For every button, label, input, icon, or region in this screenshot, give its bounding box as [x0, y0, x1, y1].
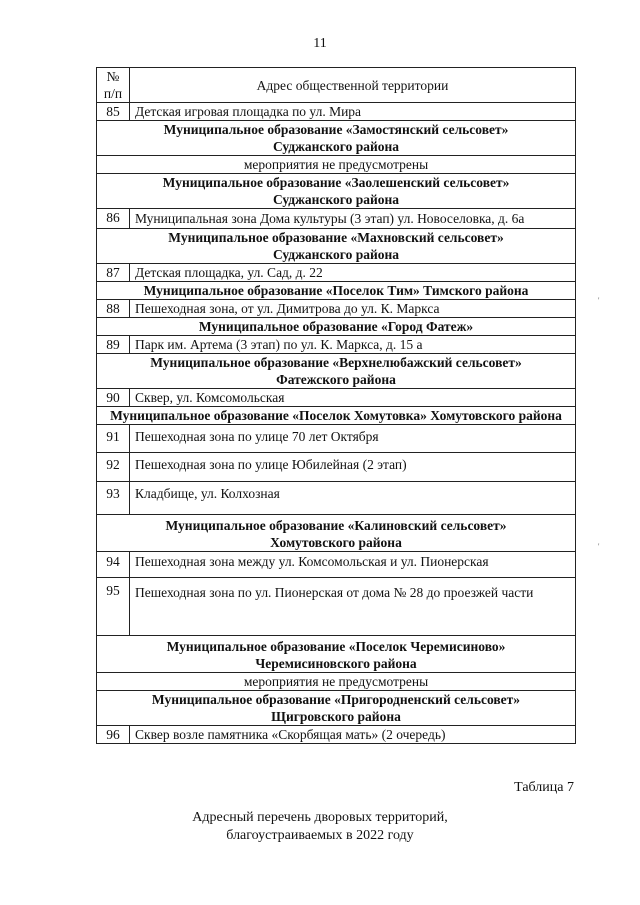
header-address: Адрес общественной территории	[130, 68, 576, 103]
table-label: Таблица 7	[514, 780, 574, 795]
row-number: 89	[97, 336, 130, 354]
page-number: 11	[313, 36, 327, 51]
section-row	[97, 121, 576, 156]
row-number: 88	[97, 300, 130, 318]
table-row	[97, 103, 576, 121]
municipality-heading: Муниципальное образование «Махновский сельсовет» Суджанского района	[97, 229, 576, 264]
row-address: Детская игровая площадка по ул. Мира	[130, 103, 576, 121]
row-address: Пешеходная зона, от ул. Димитрова до ул. К. Маркса	[130, 300, 576, 318]
row-number: 91	[97, 425, 130, 453]
document-title	[0, 809, 640, 845]
section-row	[97, 407, 576, 425]
note-text: мероприятия не предусмотрены	[97, 673, 576, 691]
section-row	[97, 636, 576, 673]
row-number: 86	[97, 209, 130, 229]
row-number: 93	[97, 482, 130, 515]
document-title-text: Адресный перечень дворовых территорий, благоустраиваемых в 2022 году	[192, 810, 448, 843]
row-address: Пешеходная зона между ул. Комсомольская и ул. Пионерская	[130, 552, 576, 578]
note-row	[97, 156, 576, 174]
row-number: 94	[97, 552, 130, 578]
row-address: Пешеходная зона по ул. Пионерская от дома № 28 до проезжей части	[130, 578, 576, 636]
municipality-heading: Муниципальное образование «Поселок Черемисиново» Черемисиновского района	[97, 636, 576, 673]
row-number: 95	[97, 578, 130, 636]
header-num: № п/п	[97, 68, 130, 103]
public-territories-table	[96, 67, 576, 744]
note-text: мероприятия не предусмотрены	[97, 156, 576, 174]
row-number: 85	[97, 103, 130, 121]
municipality-heading: Муниципальное образование «Поселок Тим» Тимского района	[97, 282, 576, 300]
row-number: 87	[97, 264, 130, 282]
section-row	[97, 354, 576, 389]
municipality-heading: Муниципальное образование «Поселок Хомутовка» Хомутовского района	[97, 407, 576, 425]
row-address: Сквер, ул. Комсомольская	[130, 389, 576, 407]
section-row	[97, 515, 576, 552]
table-row	[97, 300, 576, 318]
section-row	[97, 282, 576, 300]
section-row	[97, 174, 576, 209]
table-row	[97, 726, 576, 744]
municipality-heading: Муниципальное образование «Пригородненский сельсовет» Щигровского района	[97, 691, 576, 726]
municipality-heading: Муниципальное образование «Верхнелюбажский сельсовет» Фатежского района	[97, 354, 576, 389]
table-row	[97, 389, 576, 407]
scan-mark: '	[598, 542, 600, 551]
row-address: Сквер возле памятника «Скорбящая мать» (2 очередь)	[130, 726, 576, 744]
row-number: 90	[97, 389, 130, 407]
row-address: Парк им. Артема (3 этап) по ул. К. Маркса, д. 15 а	[130, 336, 576, 354]
row-number: 96	[97, 726, 130, 744]
row-address: Муниципальная зона Дома культуры (3 этап) ул. Новоселовка, д. 6а	[130, 209, 576, 229]
section-row	[97, 318, 576, 336]
row-number: 92	[97, 453, 130, 482]
table-row	[97, 209, 576, 229]
table-row	[97, 578, 576, 636]
row-address: Пешеходная зона по улице 70 лет Октября	[130, 425, 576, 453]
row-address: Пешеходная зона по улице Юбилейная (2 этап)	[130, 453, 576, 482]
note-row	[97, 673, 576, 691]
scan-mark: '	[598, 296, 600, 305]
municipality-heading: Муниципальное образование «Город Фатеж»	[97, 318, 576, 336]
section-row	[97, 691, 576, 726]
section-row	[97, 229, 576, 264]
row-address: Детская площадка, ул. Сад, д. 22	[130, 264, 576, 282]
municipality-heading: Муниципальное образование «Заолешенский сельсовет» Суджанского района	[97, 174, 576, 209]
table-row	[97, 552, 576, 578]
table-row	[97, 264, 576, 282]
table-row	[97, 482, 576, 515]
municipality-heading: Муниципальное образование «Калиновский сельсовет» Хомутовского района	[97, 515, 576, 552]
table-row	[97, 453, 576, 482]
table-row	[97, 425, 576, 453]
table-row	[97, 336, 576, 354]
table-header-row	[97, 68, 576, 103]
municipality-heading: Муниципальное образование «Замостянский сельсовет» Суджанского района	[97, 121, 576, 156]
row-address: Кладбище, ул. Колхозная	[130, 482, 576, 515]
